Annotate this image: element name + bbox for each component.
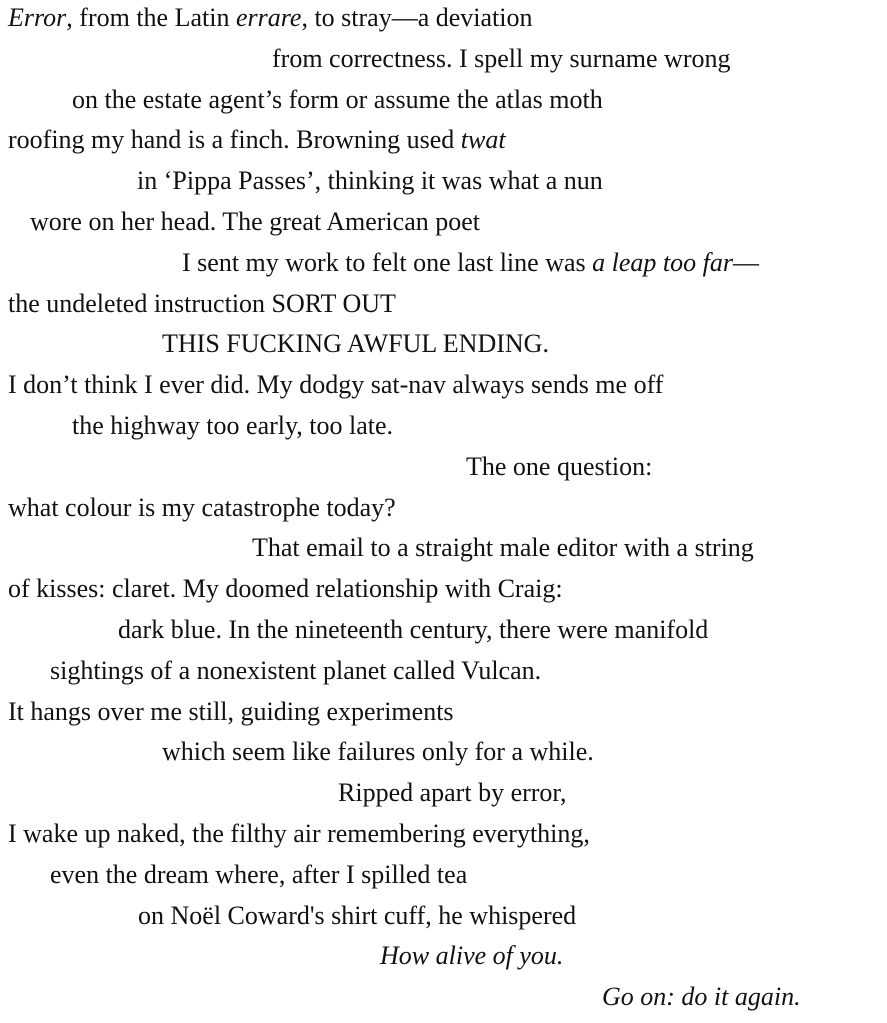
text-segment: I wake up naked, the filthy air remembering everything, (8, 819, 590, 848)
poem-line (466, 447, 652, 488)
text-segment: the highway too early, too late. (72, 411, 394, 440)
poem-line (338, 773, 567, 814)
italic-phrase: errare (235, 3, 302, 32)
text-segment: — (732, 247, 759, 277)
italic-phrase: Error (8, 3, 67, 32)
text-segment: sightings of a nonexistent planet called Vulcan. (50, 655, 542, 685)
poem-line (118, 610, 708, 651)
text-segment: the undeleted instruction SORT OUT (8, 288, 396, 318)
text-segment: what colour is my catastrophe today? (8, 492, 396, 522)
poem-line (8, 488, 396, 529)
text-segment: Ripped apart by error, (338, 778, 567, 808)
poem-line (72, 406, 393, 447)
poem-line (8, 0, 533, 39)
text-segment: dark blue. In the nineteenth century, there were manifold (118, 615, 709, 644)
text-segment: THIS FUCKING AWFUL ENDING. (162, 329, 549, 359)
italic-phrase: How alive of you. (380, 941, 564, 971)
poem-line (252, 528, 754, 569)
poem-line (8, 120, 506, 161)
text-segment: on Noël Coward's shirt cuff, he whispered (138, 900, 577, 930)
poem-line (380, 936, 563, 977)
poem-line (8, 692, 454, 733)
poem-line (162, 732, 594, 773)
poem-line (72, 80, 603, 121)
poem-line (8, 814, 590, 855)
poem-line (8, 569, 563, 610)
text-segment: wore on her head. The great American poet (30, 207, 480, 236)
poem-line (50, 651, 541, 692)
italic-phrase: twat (460, 125, 506, 155)
text-segment: , from the Latin (66, 3, 236, 32)
text-segment: I sent my work to felt one last line was (182, 247, 593, 277)
text-segment: roofing my hand is a finch. Browning used (8, 125, 461, 155)
italic-phrase: Go on: do it again. (602, 982, 801, 1012)
poem-line (272, 39, 730, 80)
poem-line (50, 855, 467, 896)
poem-line (8, 284, 396, 325)
text-segment: from correctness. I spell my surname wrong (272, 43, 731, 73)
poem-line (30, 202, 480, 243)
text-segment: even the dream where, after I spilled tea (50, 859, 468, 889)
text-segment: , to stray—a deviation (301, 3, 533, 32)
text-segment: of kisses: claret. My doomed relationship with Craig: (8, 574, 563, 604)
poem-line (137, 161, 603, 202)
text-segment: in ‘Pippa Passes’, thinking it was what a nun (137, 166, 603, 196)
poem-line (182, 243, 759, 284)
text-segment: which seem like failures only for a while. (162, 737, 594, 767)
text-segment: I don’t think I ever did. My dodgy sat-nav always sends me off (8, 370, 664, 400)
poem-line (602, 977, 801, 1018)
text-segment: on the estate agent’s form or assume the atlas moth (72, 84, 603, 114)
italic-phrase: a leap too far (592, 247, 733, 277)
poem-line (8, 365, 663, 406)
poem-line (162, 324, 549, 365)
text-segment: That email to a straight male editor with a string (252, 533, 754, 563)
text-segment: The one question: (466, 451, 653, 481)
text-segment: It hangs over me still, guiding experiments (8, 696, 454, 726)
poem-line (138, 896, 576, 937)
